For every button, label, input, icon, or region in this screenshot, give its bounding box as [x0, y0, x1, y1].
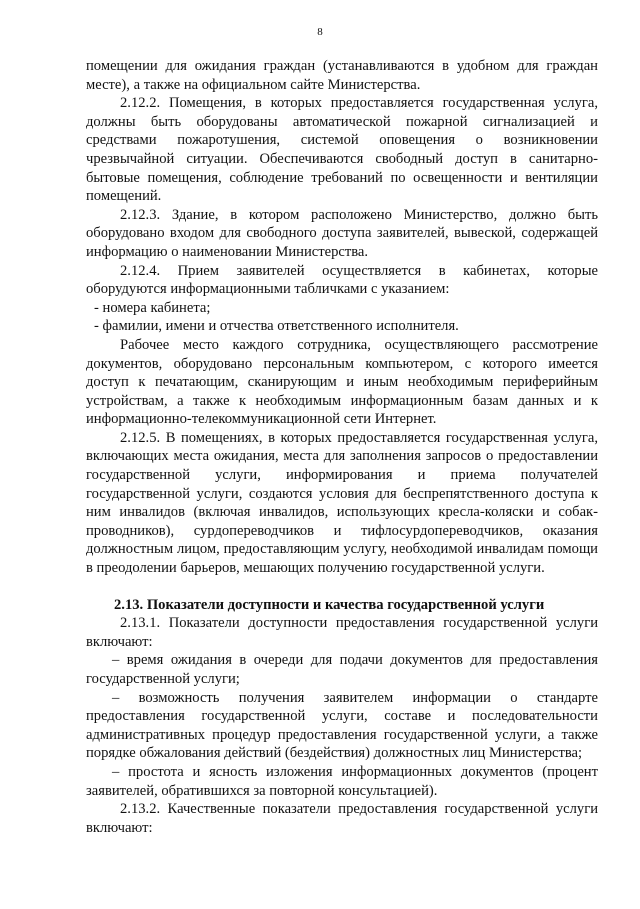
list-item: - фамилии, имени и отчества ответственного исполнителя. — [94, 318, 459, 335]
paragraph: 2.12.3. Здание, в котором расположено Министерство, должно быть оборудовано входом для свободного доступа заявителей, вывеской, содержащей информацию о наименовании Министерства. — [86, 206, 598, 260]
page-number: 8 — [317, 26, 323, 38]
paragraph: помещении для ожидания граждан (устанавливаются в удобном для граждан месте), а также на официальном сайте Министерства. — [86, 58, 598, 93]
list-item: – время ожидания в очереди для подачи документов для предоставления государственной услуги; — [86, 652, 598, 687]
list-item: – возможность получения заявителем информации о стандарте предоставления государственной услуги, составе и последовательности административных процедур предоставления государственной услуги, а также порядке обжалования действий (бездействия) должностных лиц Министерства; — [86, 689, 598, 762]
section-heading: 2.13. Показатели доступности и качества государственной услуги — [114, 596, 545, 613]
document-body — [86, 57, 598, 837]
paragraph: 2.13.1. Показатели доступности предоставления государственной услуги включают: — [86, 615, 598, 650]
list-item: – простота и ясность изложения информационных документов (процент заявителей, обратившихся за повторной консультацией). — [86, 763, 598, 799]
paragraph: Рабочее место каждого сотрудника, осуществляющего рассмотрение документов, оборудовано персональным компьютером, с которого имеется доступ к печатающим, сканирующим и иным необходимым периферийным устройствам, а также к необходимым информационным базам данных и к информационно-телекоммуникационной сети Интернет. — [86, 336, 598, 428]
paragraph: 2.13.2. Качественные показатели предоставления государственной услуги включают: — [86, 801, 598, 836]
paragraph: 2.12.2. Помещения, в которых предоставляется государственная услуга, должны быть оборудованы автоматической пожарной сигнализацией и средствами пожаротушения, системой оповещения о возникновении чрезвычайной ситуации. Обеспечиваются свободный доступ в санитарно-бытовые помещения, соблюдение требований по освещенности и вентиляции помещений. — [86, 95, 598, 205]
list-item: - номера кабинета; — [94, 299, 211, 316]
paragraph: 2.12.4. Прием заявителей осуществляется в кабинетах, которые оборудуются информационными табличками с указанием: — [86, 262, 598, 298]
paragraph: 2.12.5. В помещениях, в которых предоставляется государственная услуга, включающих места ожидания, места для заполнения запросов о предоставлении государственной услуги, информирования и приема получателей государственной услуги, создаются условия для беспрепятственного доступа к ним инвалидов (включая инвалидов, использующих кресла-коляски и собак-проводников), сурдопереводчиков и тифлосурдопереводчиков, оказания должностным лицом, предоставляющим услугу, необходимой инвалидам помощи в преодолении барьеров, мешающих получению государственной услуги. — [86, 429, 598, 577]
